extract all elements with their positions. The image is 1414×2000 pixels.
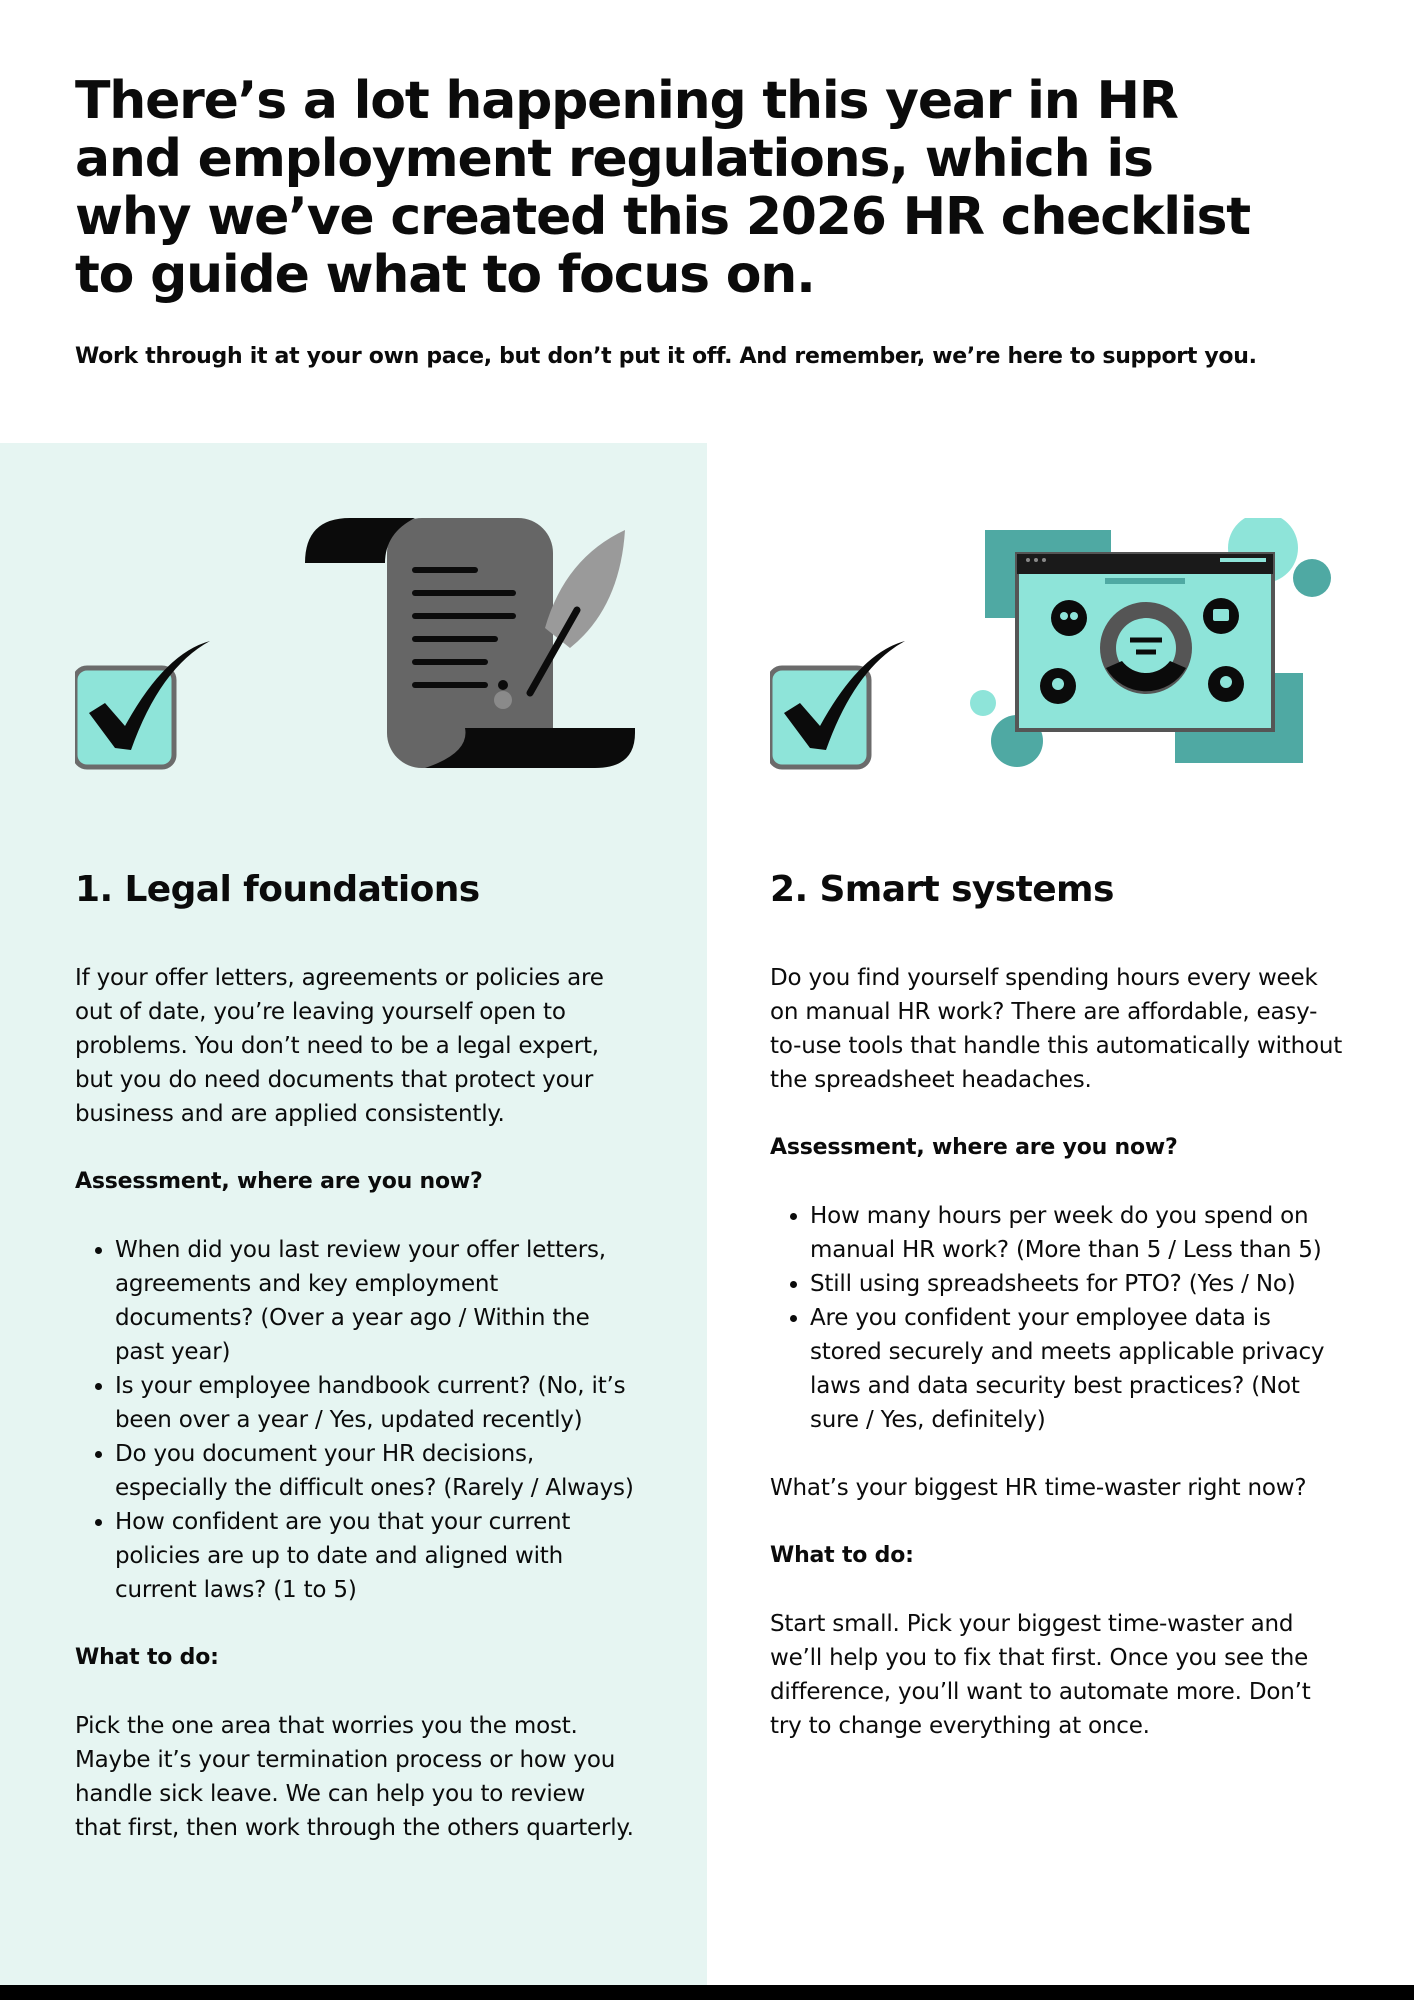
todo-label: What to do: xyxy=(75,1645,219,1670)
dashboard-screen-icon xyxy=(970,518,1331,767)
list-item: • How confident are you that your current policies are up to date and aligned with current laws? (1 to 5) xyxy=(115,1505,635,1607)
assessment-label: Assessment, where are you now? xyxy=(770,1135,1178,1160)
checkbox-check-icon xyxy=(75,641,210,767)
assessment-label: Assessment, where are you now? xyxy=(75,1169,483,1194)
list-item: • Still using spreadsheets for PTO? (Yes / No) xyxy=(810,1267,1345,1301)
extra-question: What’s your biggest HR time-waster right now? xyxy=(770,1475,1307,1501)
list-item: • How many hours per week do you spend on manual HR work? (More than 5 / Less than 5) xyxy=(810,1199,1345,1267)
section-body xyxy=(75,961,635,1879)
list-item: • When did you last review your offer letters, agreements and key employment documents? (Over a year ago / Within the past year) xyxy=(115,1233,635,1369)
systems-illustration xyxy=(770,518,1350,778)
page-title: There’s a lot happening this year in HR and employment regulations, which is why we’ve created this 2026 HR checklist to guide what to focus on. xyxy=(75,71,1250,305)
list-item: • Do you document your HR decisions, especially the difficult ones? (Rarely / Always) xyxy=(115,1437,635,1505)
section-intro: If your offer letters, agreements or policies are out of date, you’re leaving yourself open to problems. You don’t need to be a legal expert, but you do need documents that protect your business and are applied consistently. xyxy=(75,965,604,1127)
section-body xyxy=(770,961,1345,1777)
todo-text: Pick the one area that worries you the most. Maybe it’s your termination process or how you handle sick leave. We can help you to review that first, then work through the others quarterly. xyxy=(75,1713,634,1841)
section-title: 2. Smart systems xyxy=(770,869,1114,910)
lead-text: Work through it at your own pace, but don’t put it off. And remember, we’re here to support you. xyxy=(75,344,1257,369)
intro xyxy=(75,72,1355,369)
assessment-list xyxy=(75,1233,635,1607)
todo-text: Start small. Pick your biggest time-waster and we’ll help you to fix that first. Once you see the difference, you’ll want to automate more. Don’t try to change everything at once. xyxy=(770,1611,1311,1739)
checkbox-check-icon xyxy=(770,641,905,767)
section-intro: Do you find yourself spending hours every week on manual HR work? There are affordable, easy-to-use tools that handle this automatically without the spreadsheet headaches. xyxy=(770,965,1343,1093)
assessment-list xyxy=(770,1199,1345,1437)
legal-illustration xyxy=(75,518,645,778)
list-item: • Are you confident your employee data is stored securely and meets applicable privacy laws and data security best practices? (Not sure / Yes, definitely) xyxy=(810,1301,1345,1437)
footer-bar xyxy=(0,1985,1414,2000)
todo-label: What to do: xyxy=(770,1543,914,1568)
list-item: • Is your employee handbook current? (No, it’s been over a year / Yes, updated recently) xyxy=(115,1369,635,1437)
section-title: 1. Legal foundations xyxy=(75,869,480,910)
scroll-document-icon xyxy=(305,518,635,768)
